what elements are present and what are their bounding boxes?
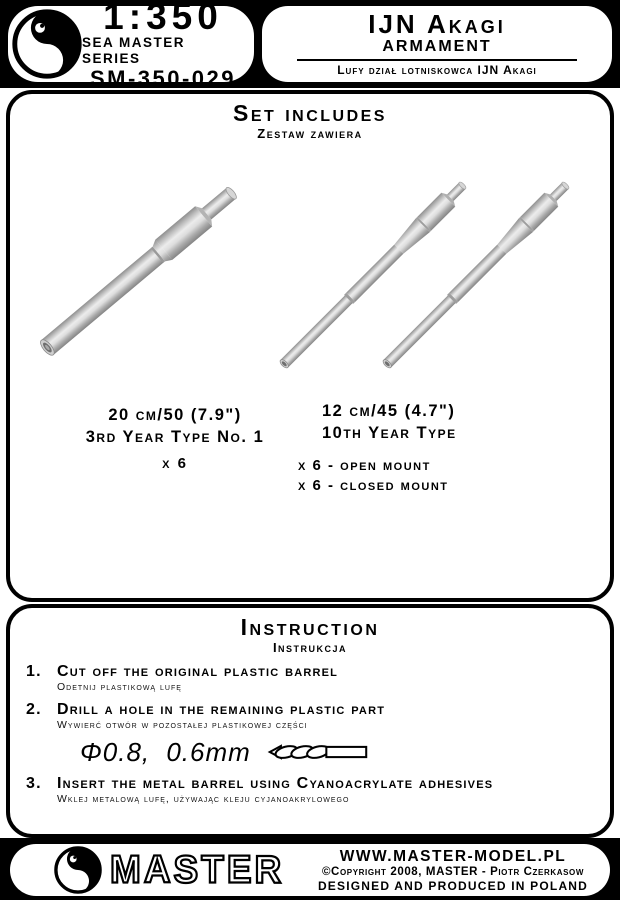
item-type: 10th Year Type	[322, 424, 457, 442]
item-quantity: x 6	[162, 455, 188, 472]
drill-size-note	[80, 736, 610, 768]
footer-info	[310, 848, 596, 893]
instruction-title: Instruction	[240, 614, 380, 640]
copyright-line: ©Copyright 2008, MASTER - Piotr Czerkasow	[321, 865, 585, 878]
set-includes-title: Set includes	[233, 100, 387, 126]
master-spiral-logo-icon	[12, 9, 82, 79]
step-2	[26, 701, 610, 768]
brand-text	[82, 0, 244, 90]
product-box	[262, 6, 612, 82]
product-tagline: Lufy dział lotniskowca IJN Akagi	[337, 63, 537, 77]
product-title: IJN Akagi	[368, 9, 506, 39]
set-includes-section	[6, 90, 614, 602]
series-label: SEA MASTER SERIES	[82, 34, 186, 66]
step-3	[26, 775, 610, 806]
step-text-en: Insert the metal barrel using Cyanoacrylate adhesives	[57, 775, 494, 792]
item-label-12cm	[298, 400, 598, 496]
step-number: 2.	[26, 701, 42, 718]
website-url: WWW.MASTER-MODEL.PL	[339, 847, 567, 865]
barrel-renders	[10, 140, 610, 396]
item-quantity-open: x 6 - open mount	[298, 457, 431, 474]
instruction-section	[6, 604, 614, 838]
step-text-pl: Odetnij plastikową lufę	[57, 681, 182, 693]
step-number: 3.	[26, 775, 42, 792]
set-includes-subtitle: Zestaw zawiera	[257, 126, 363, 141]
footer-box	[10, 844, 610, 896]
master-spiral-logo-icon	[54, 846, 102, 894]
footer-brand-wordmark: MASTER	[110, 847, 285, 891]
item-spec: 12 cm/45 (4.7")	[322, 402, 456, 420]
item-type: 3rd Year Type No. 1	[85, 428, 265, 446]
step-text-en: Drill a hole in the remaining plastic part	[57, 701, 386, 718]
item-label-20cm	[30, 404, 320, 472]
barrel-20cm	[36, 181, 242, 360]
step-text-en: Cut off the original plastic barrel	[57, 663, 339, 680]
item-spec: 20 cm/50 (7.9")	[108, 406, 242, 424]
step-text-pl: Wklej metalową lufę, używając kleju cyjanoakrylowego	[57, 793, 350, 805]
drill-diameters: Φ0.8, 0.6mm	[80, 736, 251, 767]
origin-line: DESIGNED AND PRODUCED IN POLAND	[317, 878, 589, 893]
barrel-12cm-2	[378, 177, 573, 372]
drill-bit-icon	[267, 740, 369, 764]
product-subtitle: ARMAMENT	[382, 38, 492, 55]
brand-box	[8, 0, 254, 91]
sku-label: SM-350-029	[89, 65, 237, 91]
step-1	[26, 663, 610, 694]
step-text-pl: Wywierć otwór w pozostałej plastikowej części	[57, 719, 308, 731]
item-quantity-closed: x 6 - closed mount	[298, 477, 449, 494]
instruction-steps	[26, 663, 610, 806]
instruction-subtitle: Instrukcja	[272, 640, 348, 655]
divider	[297, 59, 577, 61]
scale-label: 1:350	[103, 0, 223, 37]
step-number: 1.	[26, 663, 42, 680]
barrel-12cm-1	[275, 177, 470, 372]
